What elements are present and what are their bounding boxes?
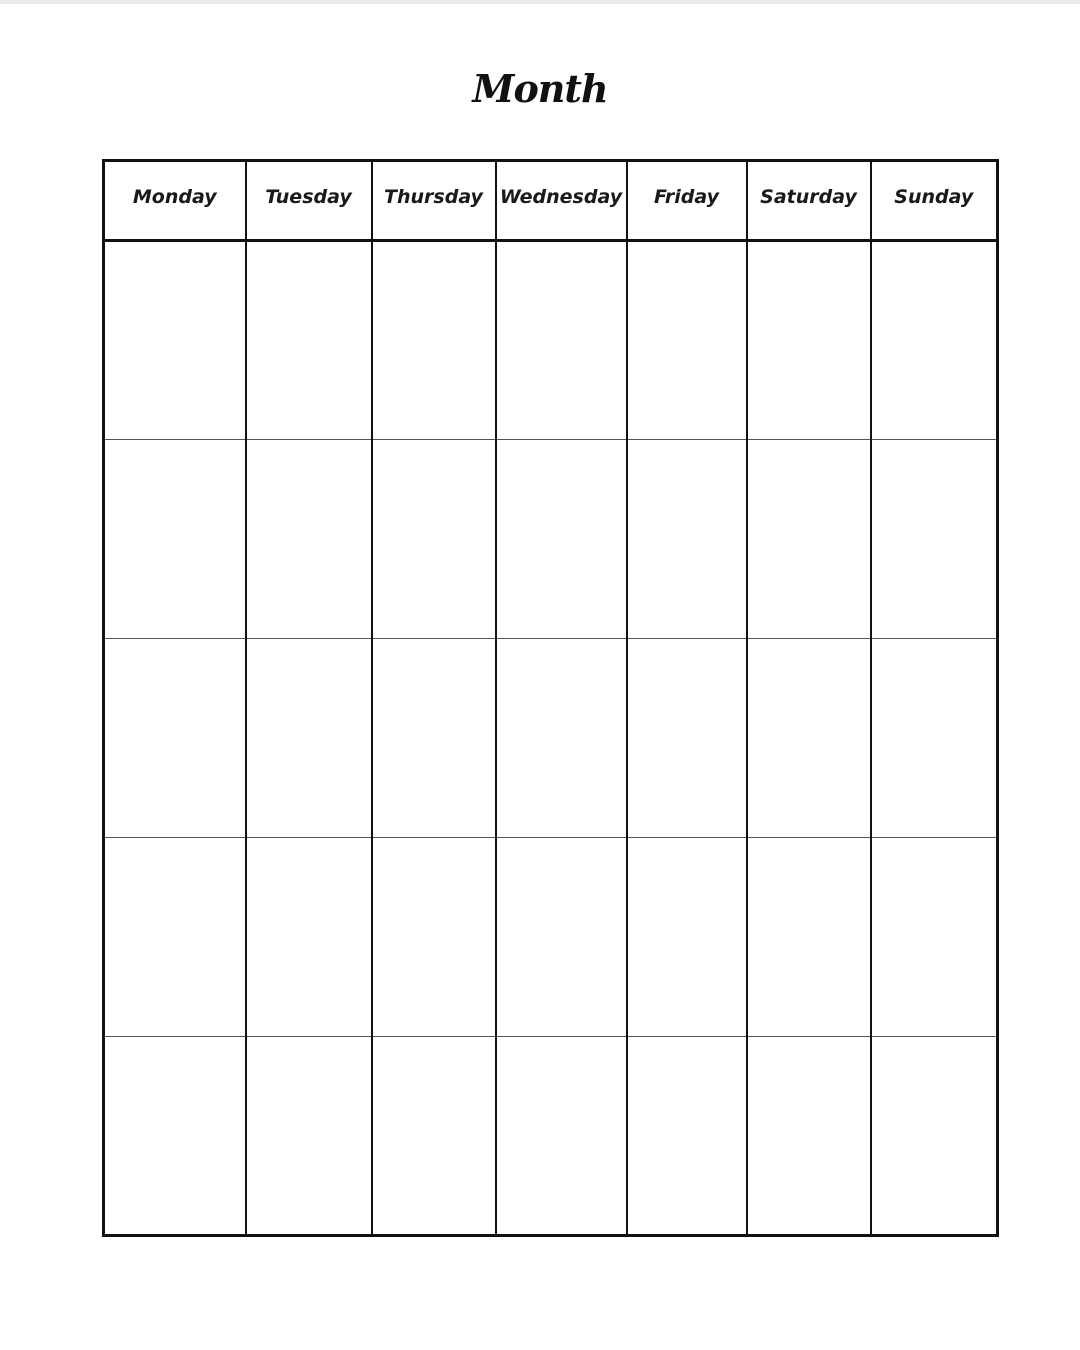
week-row (104, 1037, 998, 1236)
week-row (104, 440, 998, 639)
top-shade (0, 0, 1080, 4)
week-row (104, 241, 998, 440)
calendar-body (104, 241, 998, 1236)
day-cell (747, 838, 871, 1037)
day-cell (627, 1037, 747, 1236)
day-cell (871, 1037, 998, 1236)
day-cell (246, 1037, 372, 1236)
day-cell (871, 639, 998, 838)
day-cell (104, 639, 246, 838)
day-cell (246, 639, 372, 838)
weekday-header-thursday: Thursday (372, 161, 496, 241)
day-cell (871, 241, 998, 440)
month-title: Month (472, 66, 608, 111)
day-cell (104, 838, 246, 1037)
day-cell (372, 440, 496, 639)
day-cell (496, 639, 627, 838)
day-cell (627, 838, 747, 1037)
day-cell (104, 1037, 246, 1236)
day-cell (372, 639, 496, 838)
calendar-grid (102, 159, 999, 1237)
day-cell (246, 838, 372, 1037)
weekday-header-tuesday: Tuesday (246, 161, 372, 241)
day-cell (627, 440, 747, 639)
weekday-header-sunday: Sunday (871, 161, 998, 241)
day-cell (372, 1037, 496, 1236)
weekday-header-wednesday: Wednesday (496, 161, 627, 241)
day-cell (871, 440, 998, 639)
day-cell (104, 241, 246, 440)
weekday-header-saturday: Saturday (747, 161, 871, 241)
day-cell (871, 838, 998, 1037)
day-cell (496, 241, 627, 440)
day-cell (627, 241, 747, 440)
weekday-header-friday: Friday (627, 161, 747, 241)
day-cell (496, 440, 627, 639)
day-cell (747, 1037, 871, 1236)
day-cell (627, 639, 747, 838)
day-cell (246, 241, 372, 440)
day-cell (372, 838, 496, 1037)
day-cell (747, 241, 871, 440)
day-cell (747, 440, 871, 639)
weekday-header-row (104, 161, 998, 241)
day-cell (372, 241, 496, 440)
day-cell (496, 1037, 627, 1236)
day-cell (496, 838, 627, 1037)
week-row (104, 639, 998, 838)
weekday-header-monday: Monday (104, 161, 246, 241)
day-cell (104, 440, 246, 639)
week-row (104, 838, 998, 1037)
day-cell (747, 639, 871, 838)
day-cell (246, 440, 372, 639)
